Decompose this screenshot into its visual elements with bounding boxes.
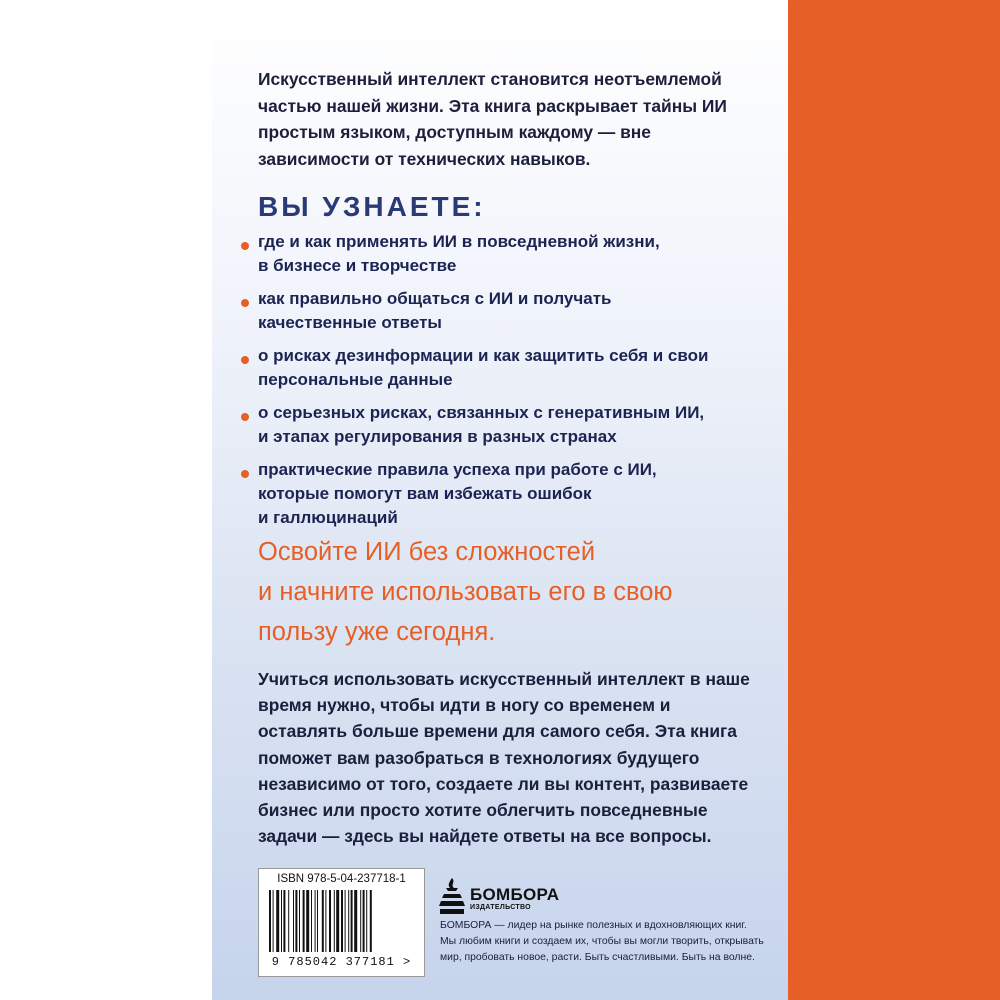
bullet-line: персональные данные: [258, 370, 453, 389]
publisher-logo-name: БОМБОРА: [470, 885, 560, 904]
bullet-item: [258, 401, 778, 449]
barcode-icon: [269, 890, 414, 954]
publisher-line: мир, пробовать новое, расти. Быть счастливыми. Быть на волне.: [440, 952, 755, 963]
bullet-line: и галлюцинаций: [258, 508, 398, 527]
slogan-line: Освойте ИИ без сложностей: [258, 538, 596, 566]
bombora-logo-icon: [438, 876, 466, 916]
bullet-line: которые помогут вам избежать ошибок: [258, 484, 592, 503]
outro-line: время нужно, чтобы идти в ногу со временем и: [258, 695, 671, 716]
bullet-line: о рисках дезинформации и как защитить себя и свои: [258, 346, 709, 365]
outro-line: Учиться использовать искусственный интеллект в наше: [258, 669, 750, 689]
bullet-line: качественные ответы: [258, 313, 442, 332]
bullet-line: как правильно общаться с ИИ и получать: [258, 289, 612, 308]
publisher-line: Мы любим книги и создаем их, чтобы вы могли творить, открывать: [440, 936, 764, 947]
outro-line: оставлять больше времени для самого себя. Эта книга: [258, 721, 737, 742]
bullet-line: и этапах регулирования в разных странах: [258, 427, 617, 446]
slogan-line: и начните использовать его в свою: [258, 578, 673, 606]
slogan-line: пользу уже сегодня.: [258, 618, 496, 646]
bullet-item: [258, 458, 778, 530]
bullet-line: практические правила успеха при работе с ИИ,: [258, 460, 657, 479]
publisher-description: [440, 918, 780, 966]
bullet-line: в бизнесе и творчестве: [258, 256, 457, 275]
isbn-label: ISBN 978-5-04-237718-1: [277, 873, 406, 885]
intro-line: зависимости от технических навыков.: [258, 148, 591, 169]
you-will-learn-heading: ВЫ УЗНАЕТЕ:: [258, 191, 486, 222]
bullet-dot-icon: [241, 413, 249, 421]
orange-spine: [788, 0, 1000, 1000]
barcode-panel: [258, 868, 425, 977]
outro-paragraph: [258, 666, 798, 849]
barcode-number: 9 785042 377181 >: [271, 955, 412, 969]
slogan: [258, 532, 778, 652]
intro-line: простым языком, доступным каждому — вне: [258, 122, 651, 142]
intro-line: частью нашей жизни. Эта книга раскрывает тайны ИИ: [258, 95, 727, 116]
publisher-logo-subtitle: ИЗДАТЕЛЬСТВО: [470, 904, 531, 911]
intro-line: Искусственный интеллект становится неотъемлемой: [258, 69, 722, 89]
outro-line: задачи — здесь вы найдете ответы на все вопросы.: [258, 826, 712, 847]
bullet-item: [258, 230, 778, 278]
bullet-item: [258, 344, 778, 392]
bullet-line: где и как применять ИИ в повседневной жизни,: [258, 232, 660, 251]
intro-paragraph: [258, 66, 778, 172]
outro-line: независимо от того, создаете ли вы контент, развиваете: [258, 773, 749, 794]
bullet-dot-icon: [241, 242, 249, 250]
outro-line: поможет вам разобраться в технологиях будущего: [258, 747, 700, 768]
publisher-line: БОМБОРА — лидер на рынке полезных и вдохновляющих книг.: [440, 920, 747, 931]
outro-line: бизнес или просто хотите облегчить повседневные: [258, 800, 708, 821]
bullet-dot-icon: [241, 299, 249, 307]
bullet-line: о серьезных рисках, связанных с генеративным ИИ,: [258, 403, 705, 422]
bullet-item: [258, 287, 778, 335]
bullet-dot-icon: [241, 470, 249, 478]
bullet-list: [258, 230, 778, 539]
bullet-dot-icon: [241, 356, 249, 364]
